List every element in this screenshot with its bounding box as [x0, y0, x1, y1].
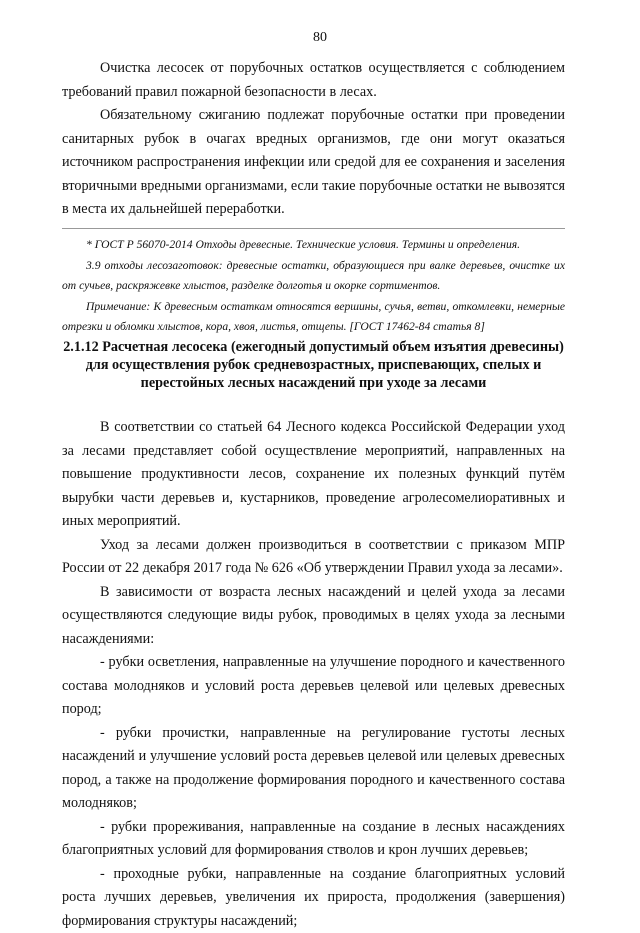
- paragraph: Очистка лесосек от порубочных остатков осуществляется с соблюдением требований правил пожарной безопасности в лесах.: [62, 57, 565, 104]
- list-item: - проходные рубки, направленные на создание благоприятных условий роста лучших деревьев, увеличения их прироста, продолжения (завершения) формирования структуры насаждений;: [62, 863, 565, 933]
- list-item: - рубки осветления, направленные на улучшение породного и качественного состава молодняков и условий роста деревьев целевой или целевых древесных пород;: [62, 651, 565, 722]
- section-heading: 2.1.12 Расчетная лесосека (ежегодный допустимый объем изъятия древесины) для осуществления рубок средневозрастных, приспевающих, спелых и перестойных лесных насаждений при уходе за лесами: [62, 338, 565, 392]
- footnote-block: [62, 228, 565, 338]
- list-item: - рубки прореживания, направленные на создание в лесных насаждениях благоприятных условий для формирования стволов и крон лучших деревьев;: [62, 816, 565, 863]
- footnote: 3.9 отходы лесозаготовок: древесные остатки, образующиеся при валке деревьев, очистке их от сучьев, раскряжевке хлыстов, разделке долготья и окорке сортиментов.: [62, 256, 565, 297]
- footnote: * ГОСТ Р 56070-2014 Отходы древесные. Технические условия. Термины и определения.: [62, 235, 565, 256]
- page-number: 80: [0, 30, 640, 46]
- intro-text: [62, 57, 565, 222]
- main-text: [62, 416, 565, 933]
- footnote: Примечание: К древесным остаткам относятся вершины, сучья, ветви, откомлевки, немерные отрезки и обломки хлыстов, кора, хвоя, листья, отщепы. [ГОСТ 17462-84 статья 8]: [62, 297, 565, 338]
- paragraph: Обязательному сжиганию подлежат порубочные остатки при проведении санитарных рубок в очагах вредных организмов, где они могут оказаться источником распространения инфекции или средой для ее сохранения и заселения вторичными вредными организмами, если такие порубочные остатки не вывозятся в места их дальнейшей переработки.: [62, 104, 565, 222]
- paragraph: В соответствии со статьей 64 Лесного кодекса Российской Федерации уход за лесами представляет собой осуществление мероприятий, направленных на повышение продуктивности лесов, сохранение их полезных функций путём вырубки части деревьев и, кустарников, проведение агролесомелиоративных и иных мероприятий.: [62, 416, 565, 534]
- footnote-divider: [62, 228, 565, 229]
- paragraph: В зависимости от возраста лесных насаждений и целей ухода за лесами осуществляются следующие виды рубок, проводимых в целях ухода за лесными насаждениями:: [62, 581, 565, 652]
- list-item: - рубки прочистки, направленные на регулирование густоты лесных насаждений и улучшение условий роста деревьев целевой или целевых древесных пород, а также на продолжение формирования породного и качественного состава молодняков;: [62, 722, 565, 816]
- paragraph: Уход за лесами должен производиться в соответствии с приказом МПР России от 22 декабря 2017 года № 626 «Об утверждении Правил ухода за лесами».: [62, 534, 565, 581]
